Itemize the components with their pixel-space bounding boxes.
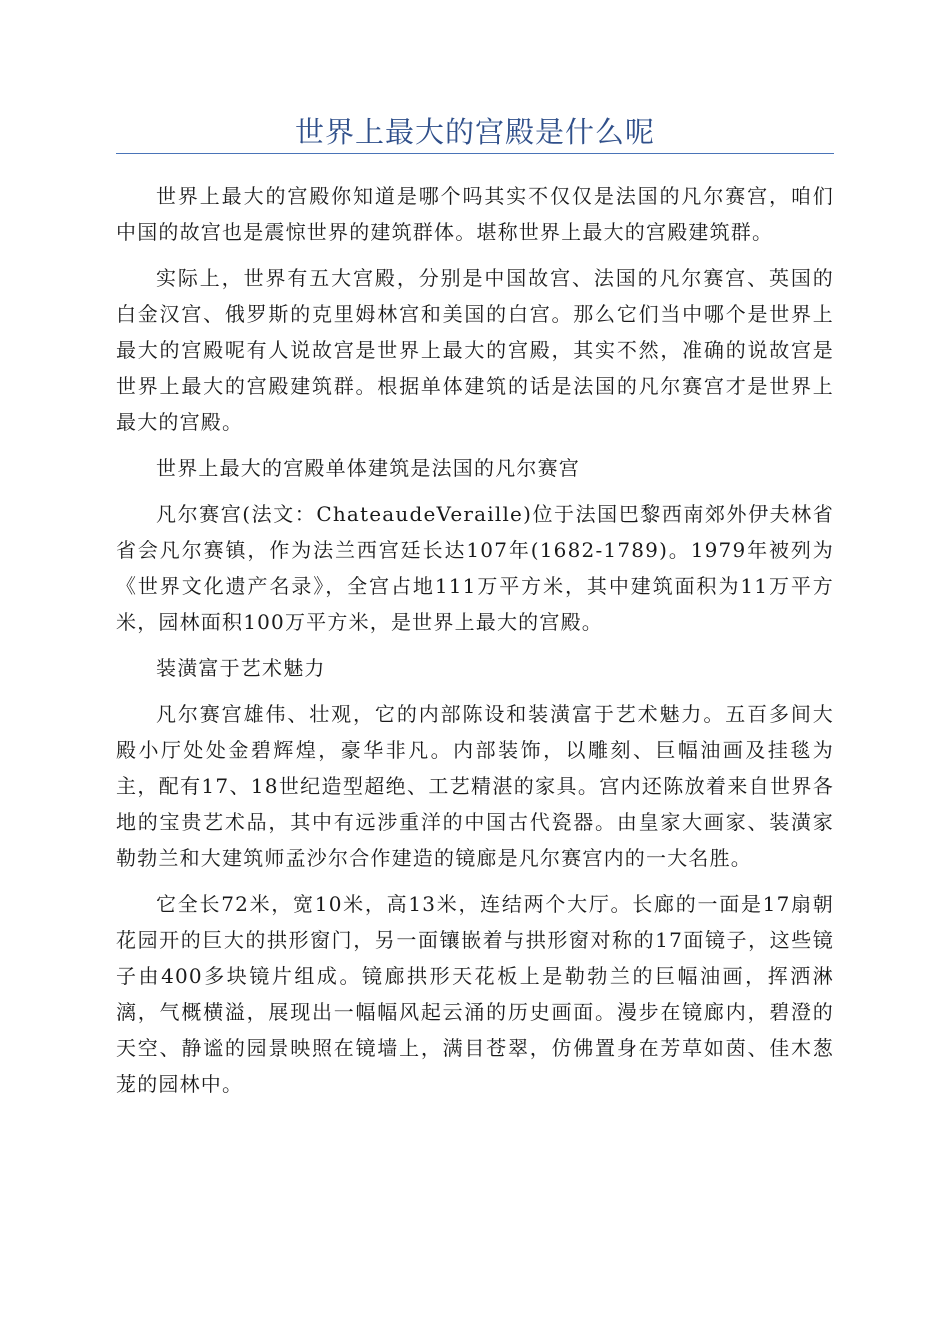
paragraph-versailles-facts: 凡尔赛宫(法文：ChateaudeVeraille)位于法国巴黎西南郊外伊夫林省省会凡尔赛镇，作为法兰西宫廷长达107年(1682-1789)。1979年被列为《世界文化遗产名录》，全宫占地111万平方米，其中建筑面积为11万平方米，园林面积100万平方米，是世界上最大的宫殿。 (116, 502, 834, 634)
title-underline (116, 153, 834, 154)
page-title: 世界上最大的宫殿是什么呢 (294, 115, 655, 149)
paragraph-decoration: 凡尔赛宫雄伟、壮观，它的内部陈设和装潢富于艺术魅力。五百多间大殿小厅处处金碧辉煌，豪华非凡。内部装饰，以雕刻、巨幅油画及挂毯为主，配有17、18世纪造型超绝、工艺精湛的家具。宫内还陈放着来自世界各地的宝贵艺术品，其中有远涉重洋的中国古代瓷器。由皇家大画家、装潢家勒勃兰和大建筑师孟沙尔合作建造的镜廊是凡尔赛宫内的一大名胜。 (116, 702, 834, 870)
paragraph-hall-of-mirrors: 它全长72米，宽10米，高13米，连结两个大厅。长廊的一面是17扇朝花园开的巨大的拱形窗门，另一面镶嵌着与拱形窗对称的17面镜子，这些镜子由400多块镜片组成。镜廊拱形天花板上是勒勃兰的巨幅油画，挥洒淋漓，气概横溢，展现出一幅幅风起云涌的历史画面。漫步在镜廊内，碧澄的天空、静谧的园景映照在镜墙上，满目苍翠，仿佛置身在芳草如茵、佳木葱茏的园林中。 (116, 892, 834, 1096)
section-heading-decoration: 装潢富于艺术魅力 (156, 656, 326, 680)
document-body (116, 178, 834, 1112)
paragraph-five-palaces: 实际上，世界有五大宫殿，分别是中国故宫、法国的凡尔赛宫、英国的白金汉宫、俄罗斯的克里姆林宫和美国的白宫。那么它们当中哪个是世界上最大的宫殿呢有人说故宫是世界上最大的宫殿，其实不然，准确的说故宫是世界上最大的宫殿建筑群。根据单体建筑的话是法国的凡尔赛宫才是世界上最大的宫殿。 (116, 266, 834, 434)
section-heading-versailles: 世界上最大的宫殿单体建筑是法国的凡尔赛宫 (156, 456, 580, 480)
paragraph-intro: 世界上最大的宫殿你知道是哪个吗其实不仅仅是法国的凡尔赛宫，咱们中国的故宫也是震惊世界的建筑群体。堪称世界上最大的宫殿建筑群。 (116, 184, 834, 244)
